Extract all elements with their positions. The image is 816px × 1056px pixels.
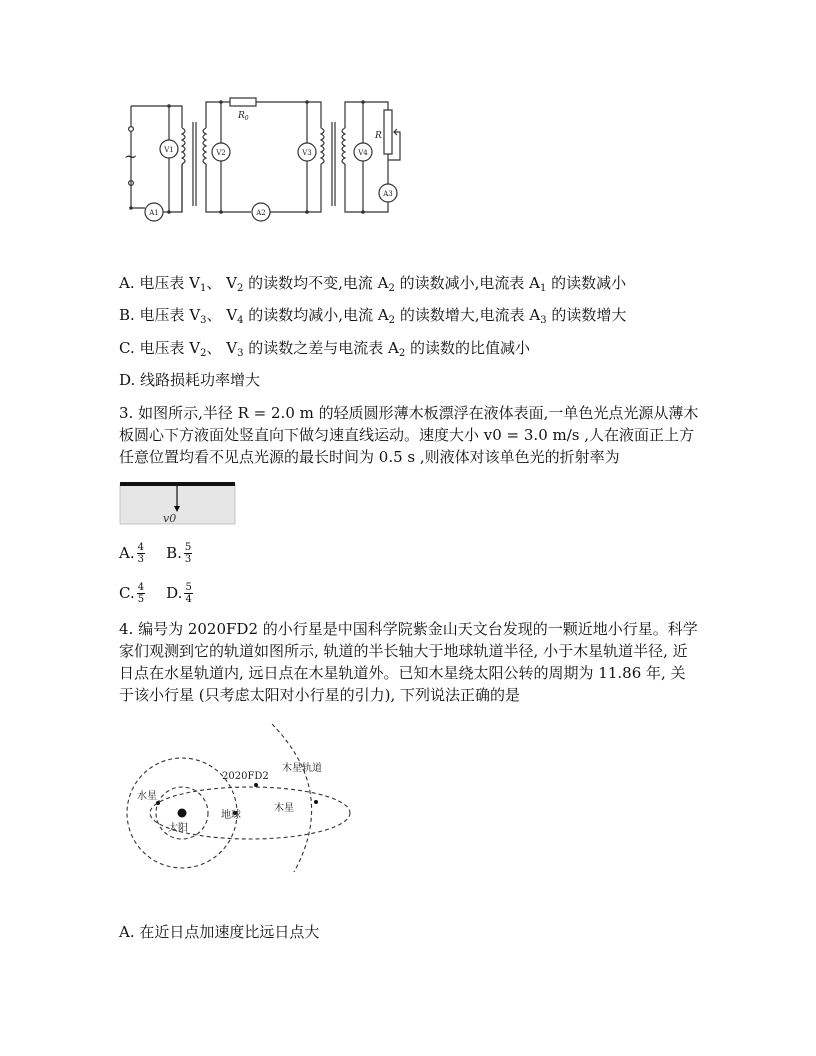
label-a2: A2: [256, 209, 266, 217]
floating-board-figure: [119, 480, 237, 526]
label-a1: A1: [149, 209, 159, 217]
jupiter-orbit: [272, 724, 312, 872]
label-v4: V4: [358, 149, 368, 157]
asteroid-label: 2020FD2: [222, 771, 269, 782]
q3-options-row-1: [119, 542, 194, 565]
jupiter-dot: [314, 800, 318, 804]
jupiter-orbit-label: 木星轨道: [282, 763, 322, 774]
svg-text:R0: $R_0$: [238, 111, 249, 122]
sun-dot: [178, 809, 187, 818]
jupiter-label: 木星: [274, 803, 294, 814]
q4-option-a: A. 在近日点加速度比远日点大: [119, 923, 320, 941]
q2-option-a: A. 电压表 $V_1$、 $V_2$ 的读数均不变,电流 $A_2$ 的读数减小,电流表 $A_1$ 的读数减小: [119, 274, 627, 294]
q2-option-d: D. 线路损耗功率增大: [119, 371, 261, 389]
q3-options-row-2: [119, 582, 195, 605]
transformer-circuit-diagram: [118, 96, 418, 226]
q3-question-text: 3. 如图所示,半径 R = 2.0 m 的轻质圆形薄木板漂浮在液体表面,一单色光点光源从薄木板圆心下方液面处竖直向下做匀速直线运动。速度大小 v0 = 3.0 m/s ,人在液面正上方任意位置均看不见点光源的最长时间为 0.5 s ,则液体对该单色光的折射率为: [119, 404, 699, 466]
velocity-label: v0: [163, 512, 177, 525]
q3-option-d: D. $\frac{5}{4}$: [166, 582, 192, 605]
label-a3: A3: [383, 190, 393, 198]
ac-source-symbol: ~: [124, 147, 138, 166]
q3-option-a: A. $\frac{4}{3}$: [119, 542, 144, 565]
label-v3: V3: [302, 149, 312, 157]
orbit-diagram: [122, 722, 360, 874]
label-v2: V2: [216, 149, 226, 157]
label-v1: V1: [164, 146, 174, 154]
q2-option-b: B. 电压表 $V_3$、 $V_4$ 的读数均减小,电流 $A_2$ 的读数增大,电流表 $A_3$ 的读数增大: [119, 306, 627, 326]
q4-question-text: 4. 编号为 2020FD2 的小行星是中国科学院紫金山天文台发现的一颗近地小行星。科学家们观测到它的轨道如图所示, 轨道的半长轴大于地球轨道半径, 小于木星轨道半径, 近日点在水星轨道内, 远日点在木星轨道外。已知木星绕太阳公转的周期为 11.86 年, 关于该小行星 (只考虑太阳对小行星的引力), 下列说法正确的是: [119, 620, 698, 704]
sun-label: 太阳: [168, 823, 188, 834]
label-r0: R: [238, 111, 245, 121]
q2-option-c: C. 电压表 $V_2$、 $V_3$ 的读数之差与电流表 $A_2$ 的读数的比值减小: [119, 339, 530, 359]
mercury-label: 水星: [137, 791, 157, 802]
earth-label: 地球: [221, 810, 241, 821]
asteroid-dot: [254, 783, 258, 787]
label-r: R: [375, 131, 382, 141]
q3-option-c: C. $\frac{4}{5}$: [119, 582, 145, 605]
q3-option-b: B. $\frac{5}{3}$: [166, 542, 192, 565]
